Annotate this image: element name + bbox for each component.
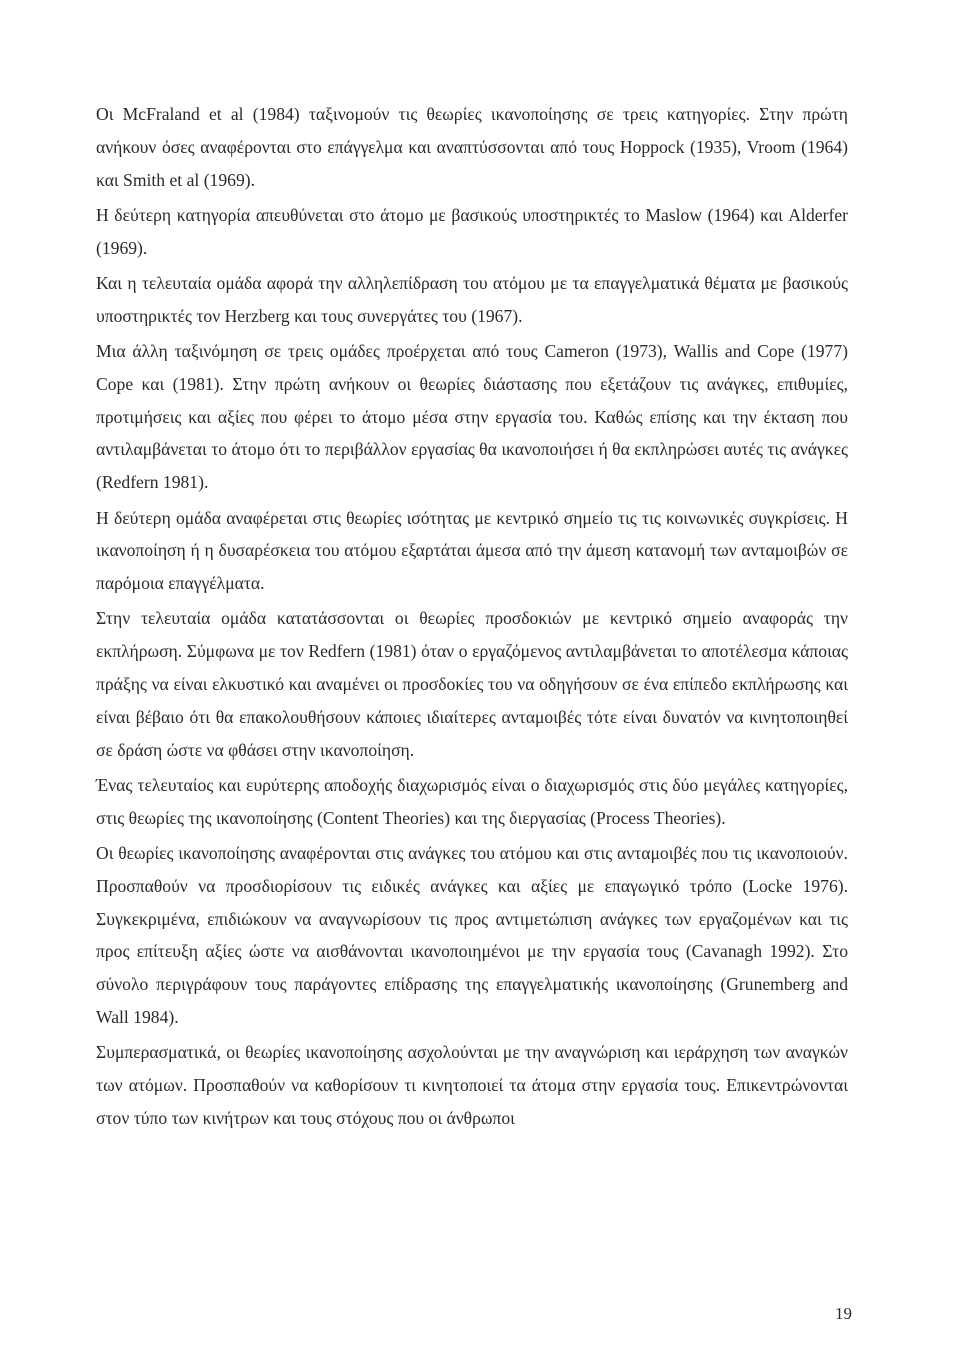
page-number: 19 [835,1304,852,1323]
paragraph-equity-theories: Η δεύτερη ομάδα αναφέρεται στις θεωρίες ισότητας με κεντρικό σημείο τις τις κοινωνικές συγκρίσεις. Η ικανοποίηση ή η δυσαρέσκεια του ατόμου εξαρτάται άμεσα από την άμεση κατανομή των ανταμοιβών σε παρόμοια επαγγέλματα. [96,507,848,594]
paragraph-cameron-classification: Μια άλλη ταξινόμηση σε τρεις ομάδες προέρχεται από τους Cameron (1973), Wallis and Cope (1977) Cope και (1981). Στην πρώτη ανήκουν οι θεωρίες διάστασης που εξετάζουν τις ανάγκες, επιθυμίες, προτιμήσεις και αξίες που φέρει το άτομο μέσα στην εργασία του. Καθώς επίσης και την έκταση που αντιλαμβάνεται το άτομο ότι το περιβάλλον εργασίας θα ικανοποιήσει ή θα εκπληρώσει αυτές τις ανάγκες (Redfern 1981). [96,341,848,493]
paragraph-conclusion: Συμπερασματικά, οι θεωρίες ικανοποίησης ασχολούνται με την αναγνώριση και ιεράρχηση των αναγκών των ατόμων. Προσπαθούν να καθορίσουν τι κινητοποιεί τα άτομα στην εργασία τους. Επικεντρώνονται στον τύπο των κινήτρων και τους στόχους που οι άνθρωποι [96,1042,848,1128]
paragraph-content-process-distinction: Ένας τελευταίος και ευρύτερης αποδοχής διαχωρισμός είναι ο διαχωρισμός στις δύο μεγάλες κατηγορίες, στις θεωρίες της ικανοποίησης (Content Theories) και της διεργασίας (Process Theories). [96,774,848,828]
document-body [96,98,848,1137]
paragraph-expectancy-theories: Στην τελευταία ομάδα κατατάσσονται οι θεωρίες προσδοκιών με κεντρικό σημείο αναφοράς την εκπλήρωση. Σύμφωνα με τον Redfern (1981) όταν ο εργαζόμενος αντιλαμβάνεται το αποτέλεσμα κάποιας πράξης να είναι ελκυστικό και αναμένει οι προσδοκίες του να οδηγήσουν σε ένα επίπεδο εκπλήρωσης και είναι βέβαιο ότι θα επακολουθήσουν κάποιες ιδιαίτερες ανταμοιβές τότε είναι δυνατόν να κινητοποιηθεί σε δράση ώστε να φθάσει στην ικανοποίηση. [96,608,848,760]
paragraph-last-group: Και η τελευταία ομάδα αφορά την αλληλεπίδραση του ατόμου με τα επαγγελματικά θέματα με βασικούς υποστηρικτές τον Herzberg και τους συνεργάτες του (1967). [96,272,848,326]
paragraph-mcfraland-classification: Οι McFraland et al (1984) ταξινομούν τις θεωρίες ικανοποίησης σε τρεις κατηγορίες. Στην πρώτη ανήκουν όσες αναφέρονται στο επάγγελμα και αναπτύσσονται από τους Hoppock (1935), Vroom (1964) και Smith et al (1969). [96,104,848,190]
paragraph-content-theories: Οι θεωρίες ικανοποίησης αναφέρονται στις ανάγκες του ατόμου και στις ανταμοιβές που τις ικανοποιούν. Προσπαθούν να προσδιορίσουν τις ειδικές ανάγκες και αξίες με επαγωγικό τρόπο (Locke 1976). Συγκεκριμένα, επιδιώκουν να αναγνωρίσουν τις προς αντιμετώπιση ανάγκες των εργαζομένων και τις προς επίτευξη αξίες ώστε να αισθάνονται ικανοποιημένοι με την εργασία τους (Cavanagh 1992). Στο σύνολο περιγράφουν τους παράγοντες επίδρασης της επαγγελματικής ικανοποίησης (Grunemberg and Wall 1984). [96,843,848,1028]
paragraph-second-category: Η δεύτερη κατηγορία απευθύνεται στο άτομο με βασικούς υποστηρικτές το Maslow (1964) και Alderfer (1969). [96,204,848,258]
